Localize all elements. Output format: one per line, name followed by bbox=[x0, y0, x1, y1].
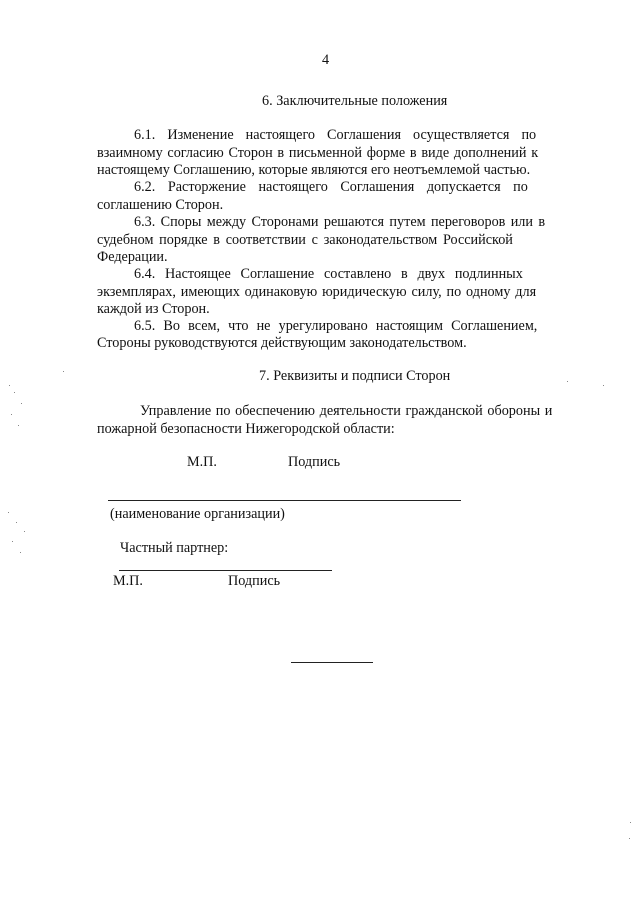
clause-6-5-line-2: Стороны руководствуются действующим законодательством. bbox=[97, 335, 467, 351]
scan-speck bbox=[14, 392, 15, 393]
stamp-label-1: М.П. bbox=[187, 454, 217, 470]
signature-label-1: Подпись bbox=[288, 454, 341, 470]
scan-speck bbox=[11, 414, 12, 415]
scan-speck bbox=[567, 381, 568, 382]
scan-speck bbox=[63, 371, 64, 372]
stamp-label-2: М.П. bbox=[113, 573, 143, 589]
clause-6-1-line-1: 6.1. Изменение настоящего Соглашения осуществляется по bbox=[134, 127, 537, 143]
scan-speck bbox=[18, 425, 19, 426]
clause-6-4-line-1: 6.4. Настоящее Соглашение составлено в двух подлинных bbox=[134, 266, 523, 282]
organization-line-1: Управление по обеспечению деятельности гражданской обороны и bbox=[140, 403, 553, 419]
scan-speck bbox=[8, 512, 9, 513]
private-partner-label: Частный партнер: bbox=[120, 540, 229, 556]
clause-6-5-line-1: 6.5. Во всем, что не урегулировано настоящим Соглашением, bbox=[134, 318, 538, 334]
organization-name-line bbox=[108, 500, 461, 501]
clause-6-1-line-2: взаимному согласию Сторон в письменной форме в виде дополнений к bbox=[97, 145, 539, 161]
scan-speck bbox=[24, 531, 25, 532]
scan-speck bbox=[630, 822, 631, 823]
clause-6-3-line-1: 6.3. Споры между Сторонами решаются путем переговоров или в bbox=[134, 214, 546, 230]
end-of-document-line bbox=[291, 662, 373, 663]
section-7-heading: 7. Реквизиты и подписи Сторон bbox=[259, 368, 451, 384]
clause-6-2-line-1: 6.2. Расторжение настоящего Соглашения допускается по bbox=[134, 179, 528, 195]
scan-speck bbox=[603, 385, 604, 386]
scan-speck bbox=[9, 385, 10, 386]
clause-6-1-line-3: настоящему Соглашению, которые являются его неотъемлемой частью. bbox=[97, 162, 531, 178]
scan-speck bbox=[629, 838, 630, 839]
clause-6-3-line-3: Федерации. bbox=[97, 249, 168, 265]
scan-speck bbox=[20, 552, 21, 553]
page-number: 4 bbox=[322, 52, 330, 68]
scan-speck bbox=[21, 403, 22, 404]
clause-6-4-line-3: каждой из Сторон. bbox=[97, 301, 210, 317]
clause-6-3-line-2: судебном порядке в соответствии с законодательством Российской bbox=[97, 232, 513, 248]
scan-speck bbox=[16, 522, 17, 523]
organization-line-2: пожарной безопасности Нижегородской области: bbox=[97, 421, 395, 437]
signature-label-2: Подпись bbox=[228, 573, 281, 589]
clause-6-2-line-2: соглашению Сторон. bbox=[97, 197, 224, 213]
private-partner-signature-line bbox=[119, 570, 332, 571]
clause-6-4-line-2: экземплярах, имеющих одинаковую юридическую силу, по одному для bbox=[97, 284, 537, 300]
section-6-heading: 6. Заключительные положения bbox=[262, 93, 448, 109]
scan-speck bbox=[12, 541, 13, 542]
organization-name-caption: (наименование организации) bbox=[110, 506, 285, 522]
